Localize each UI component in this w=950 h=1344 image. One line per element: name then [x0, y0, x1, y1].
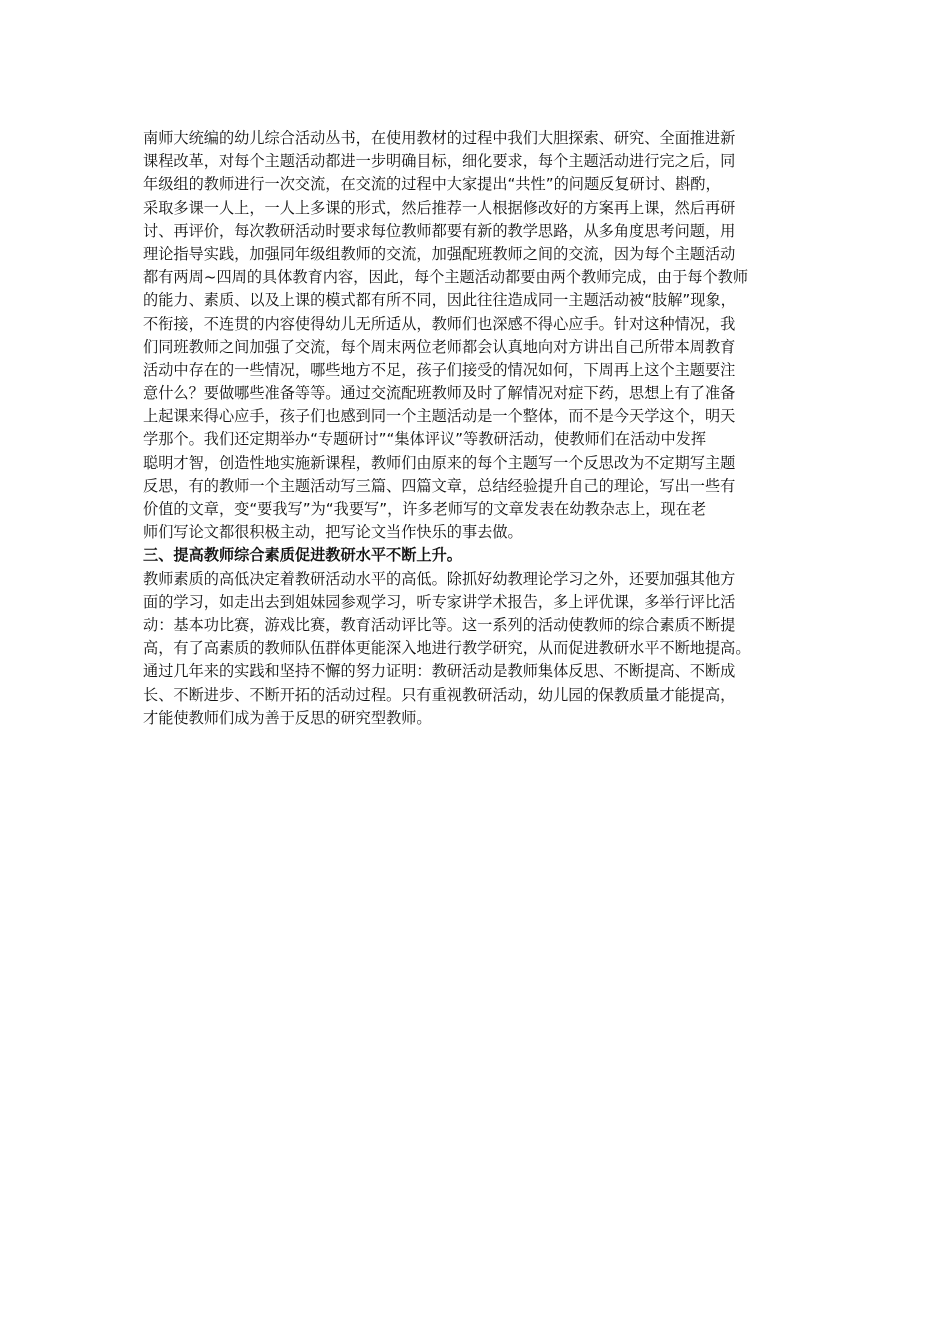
- body-line: 长、不断进步、不断开拓的活动过程。只有重视教研活动，幼儿园的保教质量才能提高，: [143, 685, 736, 704]
- body-line: 动：基本功比赛，游戏比赛，教育活动评比等。这一系列的活动使教师的综合素质不断提: [143, 615, 736, 634]
- body-line: 通过几年来的实践和坚持不懈的努力证明：教研活动是教师集体反思、不断提高、不断成: [143, 662, 736, 681]
- body-line: 教师素质的高低决定着教研活动水平的高低。除抓好幼教理论学习之外，还要加强其他方: [143, 569, 736, 588]
- body-line: 南师大统编的幼儿综合活动丛书，在使用教材的过程中我们大胆探索、研究、全面推进新: [143, 129, 736, 147]
- body-line: 讨、再评价，每次教研活动时要求每位教师都要有新的教学思路，从多角度思考问题，用: [143, 221, 736, 240]
- body-line: 高，有了高素质的教师队伍群体更能深入地进行教学研究，从而促进教研水平不断地提高。: [143, 639, 751, 658]
- body-line: 活动中存在的一些情况，哪些地方不足，孩子们接受的情况如何，下周再上这个主题要注: [143, 360, 736, 379]
- body-line: 理论指导实践，加强同年级组教师的交流，加强配班教师之间的交流，因为每个主题活动: [143, 244, 736, 263]
- body-line: 聪明才智，创造性地实施新课程，教师们由原来的每个主题写一个反思改为不定期写主题: [143, 453, 736, 472]
- body-line: 才能使教师们成为善于反思的研究型教师。: [143, 708, 432, 727]
- body-line: 上起课来得心应手，孩子们也感到同一个主题活动是一个整体，而不是今天学这个，明天: [143, 407, 736, 426]
- body-line: 面的学习，如走出去到姐妹园参观学习，听专家讲学术报告，多上评优课，多举行评比活: [143, 592, 736, 611]
- body-line: 反思，有的教师一个主题活动写三篇、四篇文章，总结经验提升自己的理论，写出一些有: [143, 476, 736, 495]
- body-line: 师们写论文都很积极主动，把写论文当作快乐的事去做。: [143, 523, 523, 542]
- body-line: 年级组的教师进行一次交流，在交流的过程中大家提出“共性”的问题反复研讨、斟酌，: [143, 175, 721, 194]
- section-heading: 三、提高教师综合素质促进教研水平不断上升。: [143, 546, 462, 565]
- body-line: 的能力、素质、以及上课的模式都有所不同，因此往往造成同一主题活动被“肢解”现象，: [143, 291, 736, 310]
- document-body: [143, 127, 818, 730]
- body-line: 采取多课一人上，一人上多课的形式，然后推荐一人根据修改好的方案再上课，然后再研: [143, 198, 736, 217]
- body-line: 意什么？要做哪些准备等等。通过交流配班教师及时了解情况对症下药，思想上有了准备: [143, 384, 736, 403]
- body-line: 学那个。我们还定期举办“专题研讨”“集体评议”等教研活动，使教师们在活动中发挥: [143, 430, 707, 449]
- body-line: 都有两周~四周的具体教育内容，因此，每个主题活动都要由两个教师完成，由于每个教师: [143, 268, 749, 287]
- body-line: 不衔接，不连贯的内容使得幼儿无所适从，教师们也深感不得心应手。针对这种情况，我: [143, 314, 736, 333]
- body-line: 课程改革，对每个主题活动都进一步明确目标，细化要求，每个主题活动进行完之后，同: [143, 152, 736, 171]
- body-line: 们同班教师之间加强了交流，每个周末两位老师都会认真地向对方讲出自己所带本周教育: [143, 337, 736, 356]
- body-line: 价值的文章，变“要我写”为“我要写”，许多老师写的文章发表在幼教杂志上，现在老: [143, 500, 707, 518]
